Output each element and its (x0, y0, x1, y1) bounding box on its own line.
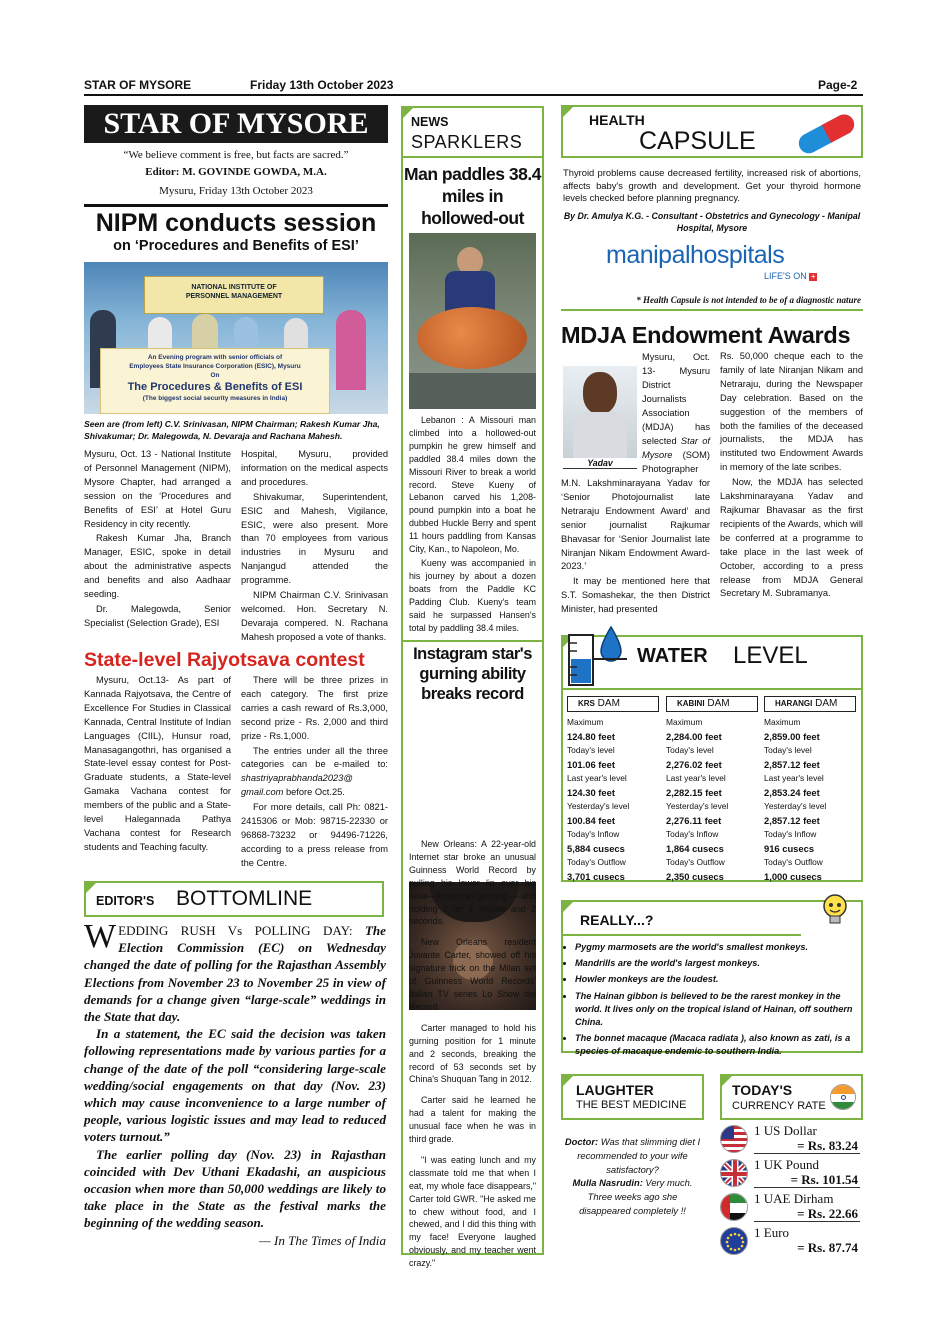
value: 100.84 feet (567, 814, 615, 826)
pumpkin-boat (417, 307, 527, 369)
dam-kabini (666, 696, 758, 884)
masthead-motto: “We believe comment is free, but facts are sacred.” (123, 149, 349, 161)
corner-triangle (84, 881, 98, 895)
face (583, 372, 617, 414)
news-divider (401, 156, 544, 158)
story2-title: Instagram star's gurning ability breaks record (413, 645, 532, 703)
row-rule (754, 1187, 860, 1188)
page-date: Friday 13th October 2023 (250, 78, 394, 92)
paragraph: Rs. 50,000 cheque each to the family of late Niranjan Nikam and Netraraju, during the Newspaper Day celebration. Based on the suggestion of the members of both the families of the deceased journalists, the MDJA has instituted two Endowment Awards in memory of the late scribes. (720, 351, 863, 473)
label: Today's level (666, 745, 714, 755)
story1-title: Man paddles 38.4 miles in hollowed-out (404, 164, 541, 228)
news-head-a: NEWS (411, 115, 449, 129)
paragraph: Carter managed to hold his gurning position for 1 minute and 2 seconds, breaking the record of 53 seconds set by China's Shuquan Tang in 2012. (409, 1022, 536, 1085)
dam-short: KABINI (677, 699, 705, 708)
dam-short: HARANGI (775, 699, 813, 708)
value: 2,853.24 feet (764, 786, 820, 798)
label: Last year's level (764, 773, 824, 783)
capsule-icon (790, 110, 862, 156)
dam-krs (567, 696, 659, 884)
paragraph: Mysuru, Oct.13- As part of Kannada Rajyotsava, the Centre of Excellence For Studies in Classical Kannada, Central Institute of Indian Languages (CIIL), Hunsur road, Manasagangothri, has organised a State-level essay contest for Post-Graduate students, a State-level Gamaka Vachana contest for members of the public and a State-level Halegannada Pathya Vachana contest for Research students and Teaching faculty. (84, 675, 231, 852)
label: Today's Inflow (567, 829, 620, 839)
value: 2,284.00 feet (666, 730, 722, 742)
text-run: (SOM) Photographer (642, 450, 710, 474)
dam-name: DAM (815, 698, 838, 709)
laughter-head-a: LAUGHTER (576, 1082, 654, 1098)
list-item: • Mandrills are the world's largest monkeys. (575, 957, 861, 970)
text-run: before Oct.25. (283, 787, 345, 798)
health-byline: By Dr. Amulya K.G. - Consultant - Obstetrics and Gynecology - Manipal Hospital, Mysore (563, 211, 861, 233)
dam-label (764, 696, 856, 712)
yadav-caption: Yadav (563, 458, 637, 469)
corner-triangle (561, 1074, 575, 1088)
nipm-column-2 (241, 448, 388, 646)
uk-flag-icon (720, 1159, 748, 1187)
paragraph: New Orleans resident Jovante Carter, showed off his signature trick on the Milan set of Guinness World Records' Italian TV series Lo Show dei Record. (409, 937, 536, 1012)
list-item: • Pygmy marmosets are the world's smallest monkeys. (575, 941, 861, 954)
label: Maximum (567, 717, 604, 727)
currency-head-a: TODAY'S (732, 1082, 793, 1098)
editorial-kicker: EDDING RUSH Vs POLLING DAY: (118, 923, 353, 938)
uae-flag-icon (720, 1193, 748, 1221)
paragraph: There will be three prizes in each category. The first prize carries a cash reward of Rs.3,000, second prize - Rs. 2,000 and third prize - Rs.1,000. (241, 675, 388, 741)
nipm-caption: Seen are (from left) C.V. Srinivasan, NIPM Chairman; Rakesh Kumar Jha, Shivakumar; Dr. Malegowda, N. Devaraja and Rachana Mahesh. (84, 419, 380, 441)
dam-short: KRS (578, 699, 595, 708)
currency-value: = Rs. 101.54 (790, 1172, 858, 1187)
currency-row-aed (720, 1191, 860, 1221)
list-item: • The Hainan gibbon is believed to be the rarest monkey in the world. It lives only on the tropical island of Hainan, off southern China. (575, 990, 861, 1030)
paragraph: M.N. Lakshminarayana Yadav for ‘Senior Photojournalist late Netraraju Endowment Award’ and senior journalist Rajkumar Bhavasar for ‘Senior Journalist late Niranjan Nikam Endowment Award-2023.’ (561, 478, 710, 572)
speaker: Doctor: (564, 1136, 599, 1147)
joke-question (561, 1135, 704, 1176)
institute-banner (144, 276, 324, 314)
value: 2,276.02 feet (666, 758, 722, 770)
news-divider (401, 640, 544, 642)
paragraph (84, 918, 386, 1025)
label: Maximum (764, 717, 801, 727)
banner-line-4: Employees State Insurance Corporation (ESIC), Mysuru (129, 363, 301, 370)
list-item: • The bonnet macaque (Macaca radiata ), also known as zati, is a species of macaque endemic to southern India. (575, 1032, 861, 1058)
paragraph: For more details, call Ph: 0821-2415306 or Mob: 98715-22330 or 96868-73232 or 94496-71226, according to a press release from the Centre. (241, 802, 388, 868)
person-figure (336, 310, 366, 390)
mdja-title: MDJA Endowment Awards (561, 322, 851, 348)
dam-name: DAM (707, 698, 730, 709)
currency-row-gbp (720, 1157, 860, 1187)
label: Last year's level (666, 773, 726, 783)
label: Yesterday's level (567, 801, 630, 811)
paper-name: STAR OF MYSORE (84, 78, 192, 92)
section-rule (561, 688, 863, 690)
text-run: Mysuru, Oct. 13- Mysuru District Journalists Association (MDJA) has selected (642, 352, 710, 446)
nipm-column-1 (84, 448, 231, 632)
paragraph: NIPM Chairman C.V. Srinivasan welcomed. Hon. Secretary N. Devaraja compered. N. Rachana Mahesh proposed a vote of thanks. (241, 590, 388, 642)
story1-body (409, 414, 536, 635)
plus-icon: + (810, 271, 816, 281)
paragraph: Lebanon : A Missouri man climbed into a hollowed-out pumpkin he grew himself and paddled 38.4 miles down the Missouri River to break a world record. Steve Kueny of Lebanon carved his 1,208-pound pumpkin into a boat he dubbed Huckle Berry and spent 11 hours paddling from Kansas City, Kan., to Napoleon, Mo. (409, 415, 536, 555)
value: 101.06 feet (567, 758, 615, 770)
nipm-title: NIPM conducts session (95, 209, 377, 237)
email-link[interactable]: shastriyaprabhanda2023@ gmail.com (241, 773, 353, 798)
speaker: Mulla Nasrudin: (572, 1177, 643, 1189)
lightbulb-icon (818, 892, 852, 928)
value: 5,884 cusecs (567, 842, 625, 854)
text-run: Star of Mysore (642, 436, 710, 460)
value: 2,276.11 feet (666, 814, 722, 826)
currency-unit: 1 US Dollar (754, 1123, 817, 1138)
section-rule (561, 309, 863, 311)
rajyotsava-column-1 (84, 674, 231, 856)
eu-flag-icon (720, 1227, 748, 1255)
label: Today's Outflow (764, 857, 823, 867)
yadav-photo (563, 366, 637, 458)
banner-line-5: On (210, 372, 220, 379)
value: 916 cusecs (764, 842, 815, 854)
currency-unit: 1 UAE Dirham (754, 1191, 834, 1206)
label: Yesterday's level (666, 801, 729, 811)
health-text: Thyroid problems cause decreased fertility, increased risk of abortions, affects baby's growth and development. Get your thyroid hormone levels checked before planning pregnancy. (563, 167, 861, 204)
value: 2,859.00 feet (764, 730, 820, 742)
health-disclaimer: * Health Capsule is not intended to be of a diagnostic nature (636, 295, 861, 305)
editorial-head-b: BOTTOMLINE (176, 887, 313, 910)
india-flag-icon (830, 1084, 856, 1110)
value: 124.80 feet (567, 730, 615, 742)
pumpkin-photo (409, 233, 536, 409)
currency-unit: 1 Euro (754, 1225, 790, 1240)
masthead-title: STAR OF MYSORE (84, 105, 388, 143)
label: Today's level (567, 745, 615, 755)
value: 3,701 cusecs (567, 870, 625, 882)
health-head-a: HEALTH (589, 112, 645, 128)
banner-line-2: PERSONNEL MANAGEMENT (185, 293, 283, 300)
laughter-header-box (561, 1074, 704, 1120)
paragraph: Rakesh Kumar Jha, Branch Manager, ESIC, spoke in detail about the administrative aspects and benefits and also Aadhaar seeding. (84, 533, 231, 600)
label: Last year's level (567, 773, 627, 783)
health-head-b: CAPSULE (639, 127, 756, 155)
label: Today's Outflow (567, 857, 626, 867)
value: 2,857.12 feet (764, 814, 820, 826)
story2-body (409, 838, 536, 1271)
label: Today's Inflow (764, 829, 817, 839)
masthead-rule (84, 204, 388, 207)
list-item: • Howler monkeys are the loudest. (575, 973, 861, 986)
value: 2,350 cusecs (666, 870, 724, 882)
value: 1,864 cusecs (666, 842, 724, 854)
joke-answer (561, 1176, 704, 1217)
really-list (563, 941, 861, 1062)
currency-value: = Rs. 22.66 (797, 1206, 858, 1221)
paragraph: "I was eating lunch and my classmate told me that when I eat, my whole face disappears," Carter told GWR. "He asked me to chew without food, and I chewed, and I did this thing with my face! Everyone laughed obviously, and my teacher went crazy." (409, 1154, 536, 1269)
news-head-b: SPARKLERS (411, 132, 523, 152)
paragraph (241, 745, 388, 801)
masthead-editor: Editor: M. GOVINDE GOWDA, M.A. (145, 166, 327, 178)
banner-line-3: An Evening program with senior officials of (147, 354, 283, 361)
banner-line-7: (The biggest social security measures in India) (142, 395, 288, 402)
paragraph: New Orleans: A 22-year-old Internet star broke an unusual Guinness World Record by pulling his lower lip over his nose—known as gurning — and holding it for 1 minute and 2 seconds. (409, 839, 536, 927)
header-rule (84, 94, 863, 96)
editorial-body (84, 918, 386, 1249)
currency-unit: 1 UK Pound (754, 1157, 820, 1172)
editorial-header-box (84, 881, 384, 917)
paragraph: In a statement, the EC said the decision was taken following representations made by various parties for a change of the date of the poll “considering large-scale wedding/social engagements on that day (Nov. 23) which may cause inconvenience to a large number of people, various logistic issues and may lead to reduced voters turnout.” (84, 1026, 386, 1145)
nipm-photo (84, 262, 388, 414)
paragraph: It may be mentioned here that S.T. Somashekar, the then District Minister, had presented (561, 576, 710, 615)
value: 124.30 feet (567, 786, 615, 798)
text-run: The Election Commission (EC) on Wednesday changed the date of polling for the Rajasthan Assembly Elections from November 23 to November 25 in view of demands for a change given “large-scale” weddings in the State that day. (84, 923, 386, 1025)
label: Today's Outflow (666, 857, 725, 867)
text-run: Very much. Three weeks ago she disappeared completely !! (579, 1177, 693, 1216)
paragraph: Shivakumar, Superintendent, ESIC and Mahesh, Vigilance, ESIC, were also present. More than 70 employees from various industries in Mysuru and Nanjangud attended the programme. (241, 491, 388, 586)
paragraph: Carter said he learned he had a talent for making the unusual face when he was in third grade. (409, 1095, 536, 1145)
label: Yesterday's level (764, 801, 827, 811)
row-rule (754, 1221, 860, 1222)
label: Today's level (764, 745, 812, 755)
mdja-column-1 (561, 477, 710, 618)
corner-triangle (561, 105, 575, 119)
editorial-source: — In The Times of India (259, 1232, 386, 1248)
currency-row-usd (720, 1123, 860, 1153)
mdja-column-2 (720, 350, 863, 602)
corner-triangle (561, 900, 575, 914)
paragraph: Now, the MDJA has selected Lakshminarayana Yadav and Rajkumar Bhavasar as the first recipients of the Awards, which will be conferred at a programme to take place in the last week of October, according to a press release from MDJA General Secretary M. Subramanya. (720, 477, 863, 599)
water-head-b: LEVEL (733, 642, 808, 669)
paragraph: Mysuru, Oct. 13 - National Institute of Personnel Management (NIPM), Mysore Chapter, had arranged a session on the ‘Procedures and Benefits of ESI’ at Hotel Guru Residency in city recently. (84, 449, 231, 529)
currency-value: = Rs. 83.24 (797, 1138, 858, 1153)
rajyotsava-title: State-level Rajyotsava contest (84, 649, 365, 671)
water-head-a: WATER (637, 645, 708, 667)
dam-harangi (764, 696, 856, 884)
banner-line-1: NATIONAL INSTITUTE OF (191, 284, 277, 291)
really-title: REALLY...? (580, 912, 654, 928)
editorial-head-a: EDITOR'S (96, 894, 155, 908)
text-run: The entries under all the three categories can be e-mailed to: (241, 745, 388, 770)
label: Today's Inflow (666, 829, 719, 839)
laughter-joke (561, 1135, 704, 1218)
paragraph: Dr. Malegowda, Senior Specialist (Selection Grade), ESI (84, 603, 231, 628)
dam-label (567, 696, 659, 712)
program-banner (100, 348, 330, 414)
dropcap: W (84, 918, 117, 955)
section-rule (561, 934, 801, 936)
nipm-subtitle: on ‘Procedures and Benefits of ESI’ (113, 238, 359, 254)
page-number: Page-2 (818, 78, 858, 92)
paragraph: Hospital, Mysuru, provided information on the medical aspects and procedures. (241, 449, 388, 487)
label: Maximum (666, 717, 703, 727)
water-gauge-icon (567, 625, 627, 687)
row-rule (754, 1153, 860, 1154)
currency-row-eur (720, 1225, 860, 1255)
dam-label (666, 696, 758, 712)
masthead-dateline: Mysuru, Friday 13th October 2023 (159, 185, 313, 197)
text-run: Was that slimming diet I recommended to your wife satisfactory? (577, 1136, 701, 1175)
banner-line-6: The Procedures & Benefits of ESI (127, 381, 303, 393)
dam-name: DAM (597, 698, 620, 709)
river-water (409, 373, 536, 409)
tagline-text: LIFE'S ON (764, 271, 807, 281)
paragraph: The earlier polling day (Nov. 23) in Rajasthan coincided with Dev Uthani Ekadashi, an auspicious occasion when more than 50,000 weddings are likely to take place in the State as the festival marks the beginning of the wedding season. (84, 1146, 386, 1231)
manipal-logo: manipalhospitals (606, 241, 785, 269)
shirt (573, 412, 627, 458)
laughter-head-b: THE BEST MEDICINE (576, 1099, 687, 1111)
paragraph: Kueny was accompanied in his journey by about a dozen boats from the Paddle KC Padding Club. Kueny's team said he surpassed Hansen's total by paddling 38.4 miles. (409, 557, 536, 633)
us-flag-icon (720, 1125, 748, 1153)
currency-value: = Rs. 87.74 (797, 1240, 858, 1255)
manipal-tagline (764, 271, 817, 281)
rajyotsava-column-2 (241, 674, 388, 872)
value: 1,000 cusecs (764, 870, 822, 882)
value: 2,282.15 feet (666, 786, 722, 798)
currency-head-b: CURRENCY RATE (732, 1100, 826, 1112)
mdja-wrap-text (642, 350, 710, 476)
value: 2,857.12 feet (764, 758, 820, 770)
